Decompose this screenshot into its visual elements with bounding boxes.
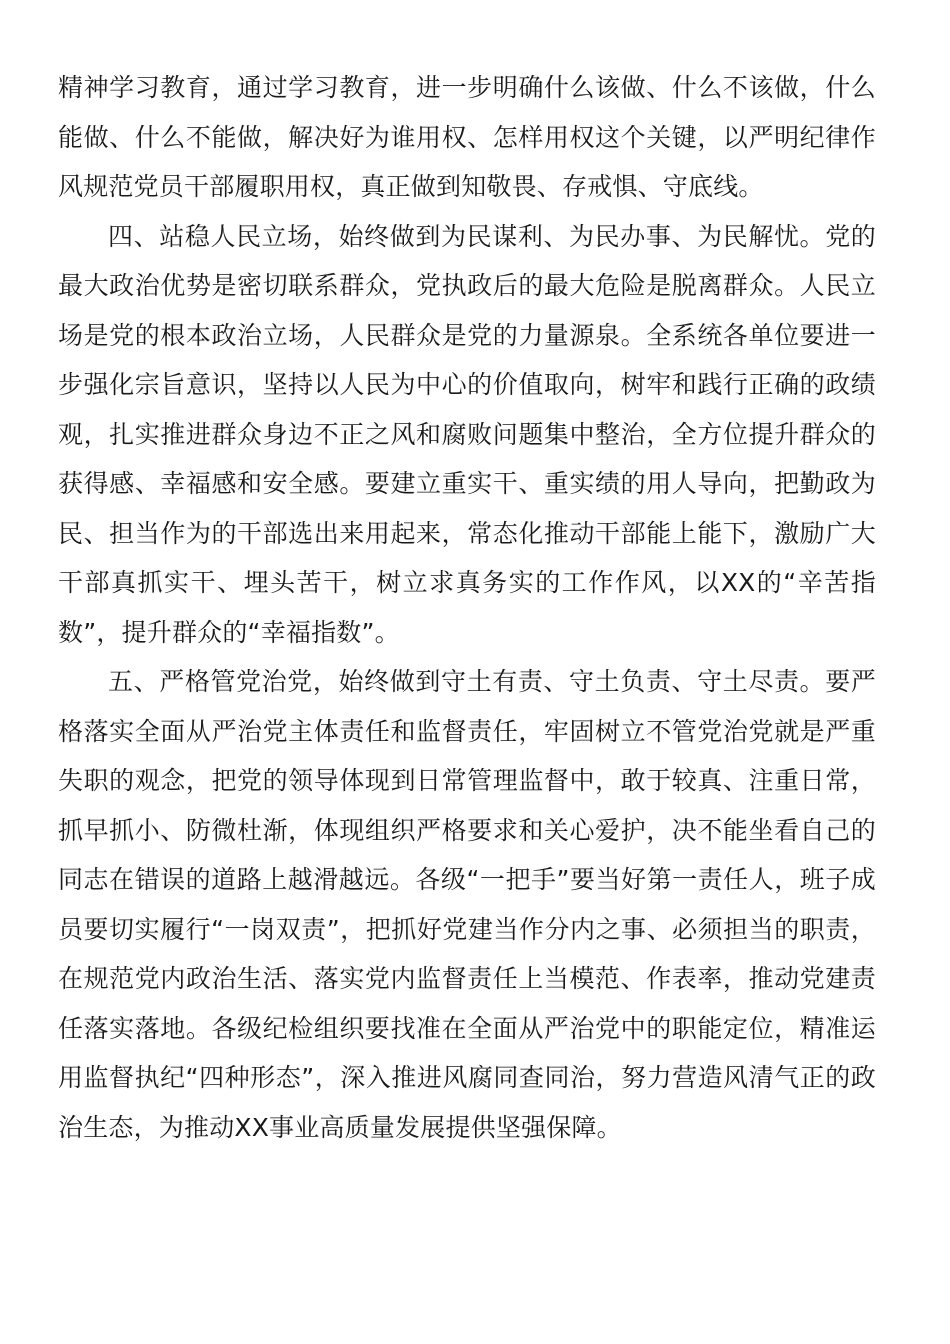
paragraph-text: 党的最大政治优势是密切联系群众，党执政后的最大危险是脱离群众。人民立场是党的根本政治立场，人民群众是党的力量源泉。全系统各单位要进一步强化宗旨意识，坚持以人民为中心的价值取向，树牢和践行正确的政绩观，扎实推进群众身边不正之风和腐败问题集中整治，全方位提升群众的获得感、幸福感和安全感。要建立重实干、重实绩的用人导向，把勤政为民、担当作为的干部选出来用起来，常态化推动干部能上能下，激励广大干部真抓实干、埋头苦干，树立求真务实的工作作风，以XX的“辛苦指数”，提升群众的“幸福指数”。 xyxy=(58,221,877,647)
paragraph-section-four xyxy=(58,212,876,658)
document-body xyxy=(58,63,876,1152)
paragraph-text: 精神学习教育，通过学习教育，进一步明确什么该做、什么不该做，什么能做、什么不能做，解决好为谁用权、怎样用权这个关键，以严明纪律作风规范党员干部履职用权，真正做到知敬畏、存戒惧、守底线。 xyxy=(58,73,876,201)
section-four-heading: 四、站稳人民立场，始终做到为民谋利、为民办事、为民解忧。 xyxy=(108,221,826,251)
paragraph-section-five xyxy=(58,657,876,1152)
section-five-heading: 五、严格管党治党，始终做到守土有责、守土负责、守土尽责。 xyxy=(108,667,826,696)
paragraph-continuation xyxy=(58,63,876,212)
paragraph-text: 要严格落实全面从严治党主体责任和监督责任，牢固树立不管党治党就是严重失职的观念，把党的领导体现到日常管理监督中，敢于较真、注重日常，抓早抓小、防微杜渐，体现组织严格要求和关心爱护，决不能坐看自己的同志在错误的道路上越滑越远。各级“一把手”要当好第一责任人，班子成员要切实履行“一岗双责”，把抓好党建当作分内之事、必须担当的职责，在规范党内政治生活、落实党内监督责任上当模范、作表率，推动党建责任落实落地。各级纪检组织要找准在全面从严治党中的职能定位，精准运用监督执纪“四种形态”，深入推进风腐同查同治，努力营造风清气正的政治生态，为推动XX事业高质量发展提供坚强保障。 xyxy=(58,667,877,1142)
